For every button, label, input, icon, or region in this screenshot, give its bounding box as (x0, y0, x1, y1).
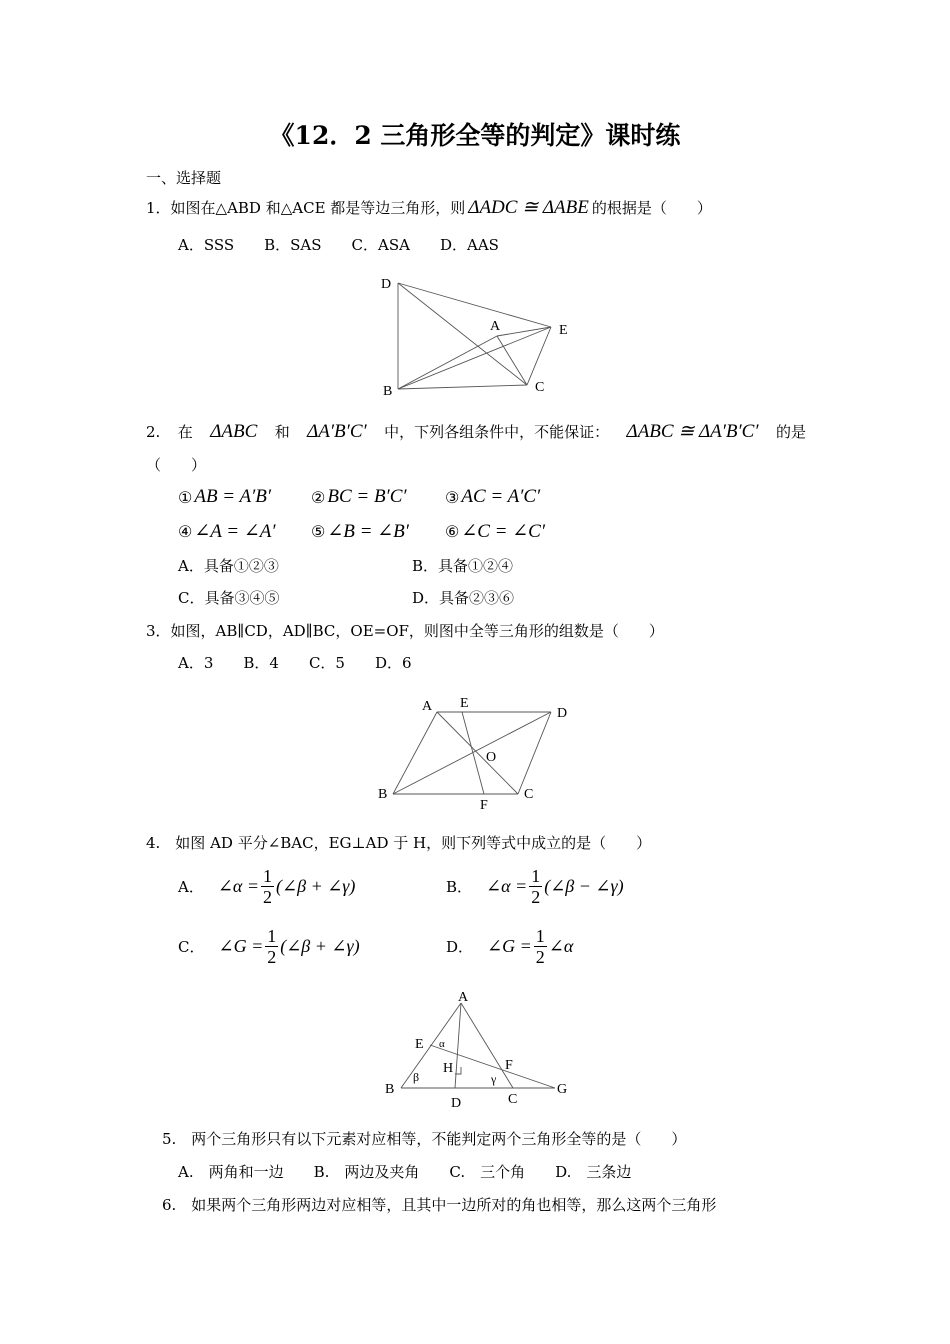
q1-text: 1．如图在△ABD 和△ACE 都是等边三角形，则 (146, 199, 466, 217)
q1-math: ΔADC ≅ ΔABE (468, 197, 589, 218)
cond-mark: ② (311, 487, 326, 507)
cond-expr: ∠A = ∠A′ (194, 521, 276, 542)
fraction-den: 2 (535, 947, 545, 967)
option-label: C． (178, 938, 205, 956)
fraction (265, 926, 278, 967)
q4-option-a (178, 866, 355, 907)
question-4-stem: 4. 如图 AD 平分∠BAC，EG⊥AD 于 H，则下列等式中成立的是（ ） (146, 834, 652, 852)
label-F: F (505, 1058, 513, 1073)
question-5-stem: 5. 两个三角形只有以下元素对应相等，不能判定两个三角形全等的是（ ） (162, 1130, 687, 1148)
option-rhs: ∠α (548, 936, 574, 956)
q2-paren: （ ） (146, 456, 207, 474)
q2-m1: ΔABC (210, 420, 258, 442)
question-1-stem (146, 196, 712, 219)
label-D: D (557, 706, 568, 721)
option-rhs: (∠β + ∠γ) (280, 936, 360, 956)
q3-figure (370, 690, 580, 815)
section-heading: 一、选择题 (146, 169, 222, 187)
label-G: G (557, 1082, 568, 1097)
cond-expr: ∠C = ∠C′ (461, 521, 546, 542)
q2-cond-5 (311, 520, 409, 543)
q2-and: 和 (274, 423, 290, 441)
fraction-den: 2 (263, 887, 273, 907)
cond-mark: ⑥ (445, 522, 460, 541)
q2-cond-6 (445, 520, 545, 543)
label-D: D (451, 1096, 462, 1111)
fraction-num: 1 (267, 926, 277, 946)
label-F: F (480, 798, 488, 813)
option-label: A． (178, 878, 204, 896)
label-D: D (381, 277, 392, 292)
option-lhs: ∠G = (218, 936, 264, 956)
question-3-stem: 3．如图，AB∥CD，AD∥BC，OE=OF，则图中全等三角形的组数是（ ） (146, 622, 664, 640)
label-C: C (508, 1092, 518, 1107)
q1-figure (370, 268, 580, 403)
label-O: O (486, 750, 497, 765)
cond-expr: AC = A′C′ (461, 486, 541, 507)
fraction-num: 1 (263, 866, 273, 886)
q4-option-c (178, 926, 360, 967)
q2-cond-1 (178, 486, 271, 508)
question-5-options: A. 两角和一边 B. 两边及夹角 C. 三个角 D. 三条边 (178, 1163, 632, 1181)
cond-expr: ∠B = ∠B′ (327, 521, 409, 542)
q1-tail: 的根据是（ ） (591, 199, 712, 217)
label-A: A (422, 699, 433, 714)
q2-mid: 中，下列各组条件中，不能保证： (384, 423, 610, 441)
label-H: H (443, 1061, 454, 1076)
cond-mark: ① (178, 487, 193, 507)
label-B: B (378, 787, 388, 802)
q2-cond-3 (445, 486, 540, 508)
cond-mark: ⑤ (311, 522, 326, 541)
label-C: C (524, 787, 534, 802)
q2-m3: ΔABC ≅ ΔA′B′C′ (626, 421, 759, 442)
label-alpha: α (439, 1038, 445, 1050)
option-rhs: (∠β + ∠γ) (276, 876, 356, 896)
label-E: E (559, 323, 568, 338)
label-C: C (535, 380, 545, 395)
question-2-stem (146, 420, 806, 443)
q2-cond-2 (311, 486, 407, 508)
question-3-options: A．3 B．4 C．5 D．6 (178, 654, 412, 672)
q2-m2: ΔA′B′C′ (307, 420, 367, 442)
q4-option-b (446, 866, 624, 907)
q2-num: 2. (146, 422, 161, 441)
label-E: E (460, 696, 469, 711)
option-rhs: (∠β − ∠γ) (544, 876, 624, 896)
label-E: E (415, 1037, 424, 1052)
q2-cond-4 (178, 520, 276, 543)
q2-option-a: A．具备①②③ (178, 557, 279, 575)
question-6-stem: 6. 如果两个三角形两边对应相等，且其中一边所对的角也相等，那么这两个三角形 (162, 1196, 717, 1214)
cond-mark: ④ (178, 522, 193, 541)
option-label: D． (446, 938, 474, 956)
label-beta: β (413, 1070, 420, 1084)
fraction-num: 1 (535, 926, 545, 946)
q2-option-d: D．具备②③⑥ (412, 589, 515, 607)
fraction-den: 2 (267, 947, 277, 967)
cond-expr: BC = B′C′ (327, 486, 407, 507)
question-1-options: A．SSS B．SAS C．ASA D．AAS (178, 236, 499, 254)
label-A: A (490, 319, 501, 334)
cond-expr: AB = A′B′ (194, 486, 272, 507)
option-lhs: ∠α = (486, 876, 528, 896)
q4-option-d (446, 926, 573, 967)
q2-pre: 在 (177, 423, 193, 441)
cond-mark: ③ (445, 487, 460, 507)
option-lhs: ∠α = (217, 876, 260, 896)
label-B: B (385, 1082, 395, 1097)
fraction (261, 866, 274, 907)
q4-figure (375, 985, 585, 1115)
q2-option-c: C．具备③④⑤ (178, 589, 280, 607)
fraction (529, 866, 542, 907)
q2-tail: 的是 (775, 423, 806, 441)
label-A: A (458, 990, 469, 1005)
fraction-den: 2 (531, 887, 541, 907)
option-label: B． (446, 878, 473, 896)
fraction (534, 926, 547, 967)
q2-option-b: B．具备①②④ (412, 557, 514, 575)
label-gamma: γ (491, 1072, 497, 1086)
label-B: B (383, 384, 393, 399)
fraction-num: 1 (531, 866, 541, 886)
option-lhs: ∠G = (487, 936, 532, 956)
page-title: 《12．2 三角形全等的判定》课时练 (269, 121, 681, 150)
